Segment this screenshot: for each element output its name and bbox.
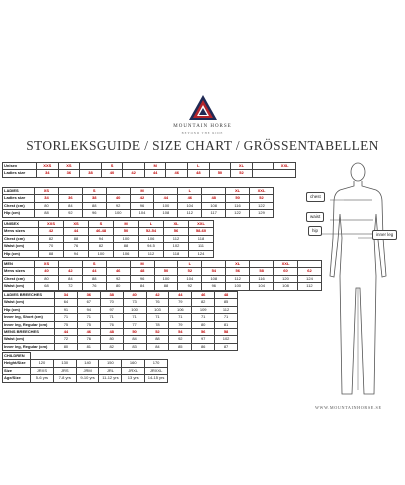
table-row: LADIES XS S M L XL XXL <box>3 188 274 195</box>
table-row: Ladies size 34 36 38 40 42 44 46 48 50 52 <box>3 195 274 202</box>
mountain-logo-icon <box>188 94 218 122</box>
ladies-breeches-table <box>2 291 238 329</box>
table-row: Chest (cm) 82 88 94 100 106 112 118 <box>3 235 214 242</box>
table-row: Inner leg, Short (cm) 71 71 71 71 71 71 71 71 <box>3 314 238 321</box>
table-row: CHILDREN <box>3 353 168 360</box>
brand-logo <box>0 94 405 122</box>
table-row: Chest (cm) 80 84 88 92 96 100 104 108 116 122 <box>3 202 274 209</box>
table-row: Waist (cm) 68 72 76 80 84 88 92 96 100 104 108 112 <box>3 283 322 290</box>
website-url: WWW.MOUNTAINHORSE.SE <box>315 405 382 410</box>
page-title: STORLEKSGUIDE / SIZE CHART / GRÖSSENTABELLEN <box>26 138 379 153</box>
unisex-size-table <box>2 162 296 178</box>
chest-label: chest <box>306 192 325 202</box>
brand-name: MOUNTAIN HORSE <box>173 124 232 129</box>
inner-leg-label: inner leg <box>372 230 397 240</box>
body-measurement-figure <box>300 158 400 403</box>
table-row: LADIES BREECHES 34 36 38 40 42 44 46 48 <box>3 292 238 299</box>
table-row: Height/Size 120 130 140 150 160 170 <box>3 360 168 367</box>
table-row: Waist (cm) 70 76 82 88 94.5 102 111 <box>3 243 214 250</box>
table-row: Inner leg, Regular (cm) 80 81 82 83 84 85 86 87 <box>3 343 238 350</box>
table-row: MEN XS S M L XL XXL <box>3 261 322 268</box>
table-row: Hip (cm) 91 94 97 100 103 106 109 112 <box>3 306 238 313</box>
table-row: Hip (cm) 88 94 100 106 112 118 124 <box>3 250 214 257</box>
hip-label: hip <box>308 226 322 236</box>
table-row: Mens sizes 42 44 46-48 50 52-54 56 58-60 <box>3 228 214 235</box>
ladies-size-table <box>2 187 274 218</box>
table-row: Size JRXS JRS JRM JRL JRXL JRXXL <box>3 367 168 374</box>
table-row: MENS BREECHES 44 46 48 50 52 54 56 58 <box>3 329 238 336</box>
waist-label: waist <box>306 212 324 222</box>
table-row: Waist (cm) 64 67 70 73 76 79 82 85 <box>3 299 238 306</box>
table-row: Hip (cm) 88 92 96 100 104 108 112 117 122 129 <box>3 210 274 217</box>
children-size-table <box>2 352 168 383</box>
brand-tagline: BEYOND THE RIDE <box>181 131 224 135</box>
table-row: Waist (cm) 72 76 80 84 88 92 97 102 <box>3 336 238 343</box>
table-row: Mens sizes 40 42 44 46 48 50 52 54 56 58 60 62 <box>3 268 322 275</box>
table-row: Inner leg, Regular (cm) 75 75 76 77 78 79 80 81 <box>3 321 238 328</box>
table-row: Unisex XXS XS S M L XL XXL <box>3 163 296 170</box>
table-row: UNISEX XXS XS S M L XL XXL <box>3 221 214 228</box>
men-size-table <box>2 260 322 291</box>
mens-breeches-table <box>2 328 238 351</box>
table-row: Chest (cm) 80 84 88 92 96 100 104 108 112 116 120 124 <box>3 275 322 282</box>
unisex-measure-table <box>2 220 214 258</box>
table-row: Age/Size 5-6 yrs 7-8 yrs 9-10 yrs 11-12 yrs 13 yrs 14-15 yrs <box>3 375 168 382</box>
table-row: Ladies size 34 36 38 40 42 44 46 48 50 52 <box>3 170 296 177</box>
